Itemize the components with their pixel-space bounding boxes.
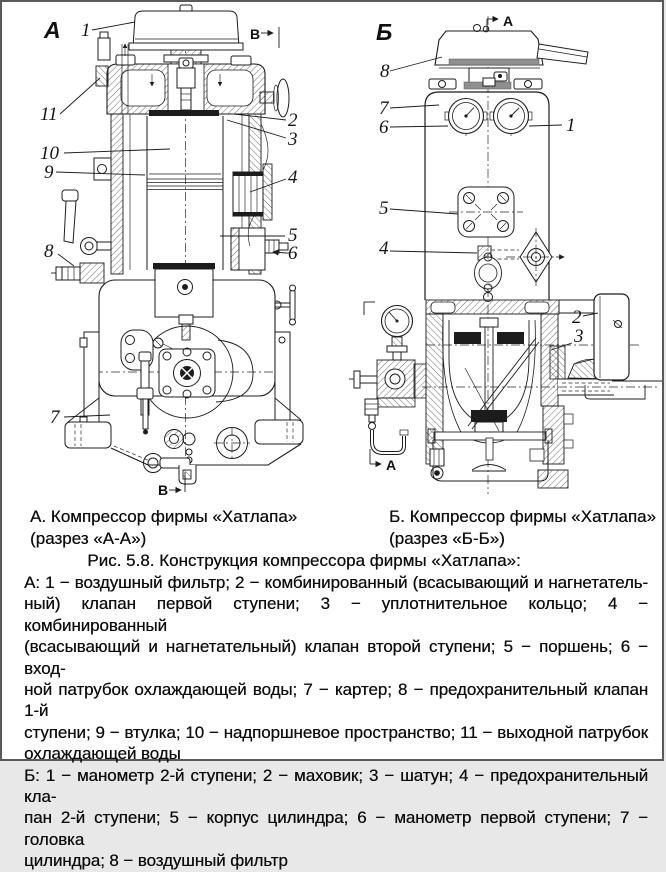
drawing-view-b <box>346 2 666 502</box>
legend-a-line-4: ной патрубок охлаждающей воды; 7 − картер; 8 − предохранительный клапан 1-й <box>24 680 648 721</box>
caption-b-line2: (разрез «Б-Б») <box>389 529 505 548</box>
callout-b-7: 7 <box>379 98 389 119</box>
legend-a-line-3: (всасывающий и нагнетательный) клапан второй ступени; 5 − поршень; 6 − вход- <box>24 637 648 678</box>
callout-a-7: 7 <box>50 407 60 428</box>
callout-a-6: 6 <box>288 243 298 264</box>
figure-title: Рис. 5.8. Конструкция компрессора фирмы «Хатлапа»: <box>87 551 521 570</box>
section-marker-a-top <box>487 13 513 32</box>
hand-lever-a <box>62 190 78 201</box>
drawing-view-a <box>2 2 346 502</box>
flywheel-b <box>594 294 629 380</box>
legend-b-line-1: Б: 1 − манометр 2-й ступени; 2 − маховик; 3 − шатун; 4 − предохранительный кла- <box>24 765 648 807</box>
legend-a-line-1: А: 1 − воздушный фильтр; 2 − комбинированный (всасывающий и нагнетатель- <box>24 573 648 592</box>
filter-handle-b <box>537 44 588 64</box>
marker-a-top-label: А <box>503 13 514 29</box>
inspection-plate-b <box>449 187 523 237</box>
view-a-label: А <box>44 17 61 43</box>
callout-b-4: 4 <box>379 238 389 259</box>
callout-b-5: 5 <box>379 198 389 219</box>
marker-b-bottom-label: В <box>158 482 169 498</box>
callout-a-9: 9 <box>44 162 54 183</box>
legend-a-line-2: ный) клапан первой ступени; 3 − уплотнительное кольцо; 4 − комбинированный <box>24 594 648 635</box>
legend-a-line-6: охлаждающей воды <box>24 744 181 764</box>
base-frame-a <box>65 398 303 484</box>
oil-pump-a <box>139 352 151 361</box>
air-filter-a <box>129 5 243 64</box>
view-b-label: Б <box>376 19 393 45</box>
callout-b-2: 2 <box>572 307 582 328</box>
callout-a-5: 5 <box>288 225 298 246</box>
legend-b-line-3: цилиндра; 8 − воздушный фильтр <box>24 851 288 871</box>
legend-b-line-2: пан 2-й ступени; 5 − корпус цилиндра; 6 − манометр первой ступени; 7 − головка <box>24 808 648 849</box>
seal-ring-a <box>149 110 219 116</box>
safety-valve-1st-a <box>51 263 104 283</box>
air-filter-b <box>435 25 588 85</box>
section-marker-b-top <box>250 26 279 48</box>
caption-b-line1: Б. Компрессор фирмы «Хатлапа» <box>389 507 656 526</box>
callout-a-3: 3 <box>288 129 298 150</box>
callout-a-10: 10 <box>40 143 59 164</box>
legend-a-line-5: ступени; 9 − втулка; 10 − надпоршневое пространство; 11 − выходной патрубок <box>24 722 648 742</box>
marker-b-top-label: В <box>250 26 261 42</box>
piston-rod-b <box>480 318 498 327</box>
marker-a-bottom-label: А <box>386 457 397 473</box>
drain-pipe-b <box>372 430 404 453</box>
callout-a-4: 4 <box>288 167 298 188</box>
callout-b-3: 3 <box>574 326 584 347</box>
callout-a-8: 8 <box>44 241 54 262</box>
figure-legend <box>24 572 648 872</box>
caption-a-line1: А. Компрессор фирмы «Хатлапа» <box>30 507 298 526</box>
caption-view-a <box>30 506 297 550</box>
callout-b-8: 8 <box>380 61 390 82</box>
callout-b-1: 1 <box>566 115 576 136</box>
caption-a-line2: (разрез «А-А») <box>30 529 147 548</box>
callout-a-11: 11 <box>40 104 58 125</box>
callout-a-1: 1 <box>81 20 91 41</box>
relief-valve-assembly-b <box>349 302 426 453</box>
callout-a-2: 2 <box>288 110 298 131</box>
cylinder-head-b <box>429 78 542 89</box>
callout-b-6: 6 <box>379 117 389 138</box>
caption-view-b <box>389 506 656 550</box>
